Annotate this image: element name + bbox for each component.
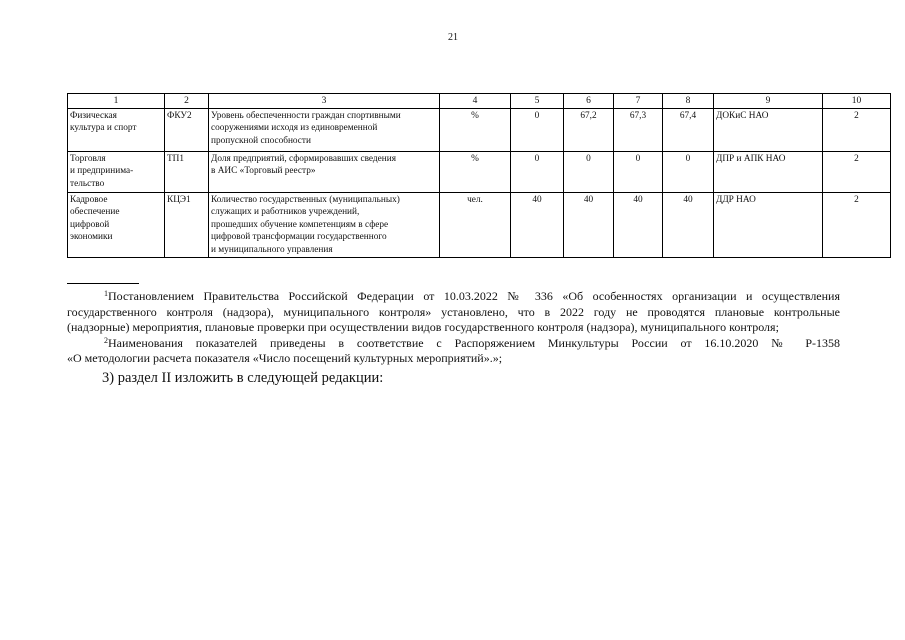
table-cell: [663, 109, 714, 152]
table-cell: [564, 152, 614, 193]
table-cell: [614, 109, 663, 152]
table-row: [68, 109, 891, 152]
footnotes: [67, 289, 840, 367]
cell-line: прошедших обучение компетенциям в сфере: [211, 219, 389, 230]
cell-line: чел.: [467, 195, 483, 205]
footnote-line: [67, 289, 840, 305]
footnote-2: [67, 336, 840, 367]
table-cell: [440, 109, 511, 152]
cell-line: 40: [583, 195, 594, 205]
cell-line: тельство: [70, 178, 105, 189]
table-cell: [209, 193, 440, 258]
table-cell: [68, 109, 165, 152]
table-cell: [165, 109, 209, 152]
cell-line: 2: [854, 154, 859, 164]
cell-line: КЦЭ1: [167, 195, 191, 205]
header-cell: 9: [714, 94, 823, 109]
cell-line: 40: [633, 195, 643, 205]
table-row: [68, 152, 891, 193]
header-cell: 3: [209, 94, 440, 109]
cell-line: и муниципального управления: [211, 244, 333, 255]
table-cell: [564, 193, 614, 258]
header-cell: 6: [564, 94, 614, 109]
footnote-marker: 1: [104, 289, 108, 298]
cell-line: 2: [854, 111, 859, 121]
table-cell: [564, 109, 614, 152]
table-cell: [440, 152, 511, 193]
cell-line: обеспечение: [70, 207, 120, 218]
footnote-text: Наименования показателей приведены в соответствие с Распоряжением Минкультуры России от 16.10.2020 № Р-1358: [108, 335, 840, 350]
table-cell: [209, 109, 440, 152]
header-cell: 10: [823, 94, 891, 109]
header-cell: 1: [68, 94, 165, 109]
table-cell: [663, 193, 714, 258]
cell-line: пропускной способности: [211, 135, 311, 146]
cell-line: Доля предприятий, сформировавших сведения: [211, 154, 397, 164]
cell-line: цифровой: [70, 219, 110, 230]
table-cell: [511, 193, 564, 258]
table-cell: [714, 109, 823, 152]
cell-line: и предпринима-: [70, 166, 134, 177]
cell-line: ФКУ2: [167, 111, 192, 121]
table-cell: [714, 193, 823, 258]
cell-line: Торговля: [70, 154, 106, 164]
cell-line: 40: [683, 195, 693, 205]
cell-line: Кадровое: [70, 195, 108, 205]
cell-line: 40: [532, 195, 542, 205]
table-cell: [663, 152, 714, 193]
header-cell: 2: [165, 94, 209, 109]
footnote-marker: 2: [104, 335, 108, 345]
page-number: 21: [448, 32, 458, 43]
cell-line: 0: [635, 154, 641, 164]
table-cell: [209, 152, 440, 193]
cell-line: %: [471, 154, 479, 164]
cell-line: ДПР и АПК НАО: [716, 154, 786, 164]
table-cell: [440, 193, 511, 258]
table-cell: [823, 152, 891, 193]
cell-line: Физическая: [70, 111, 117, 121]
table-cell: [68, 193, 165, 258]
table-cell: [614, 152, 663, 193]
cell-line: ТП1: [167, 154, 185, 164]
cell-line: 0: [534, 111, 540, 121]
table-cell: [165, 152, 209, 193]
footnote-line: (надзорные) мероприятия, плановые проверки при осуществлении видов государственного контроля (надзора), муниципального контроля;: [67, 320, 779, 334]
table-cell: [511, 152, 564, 193]
footnote-line: государственного контроля (надзора), муниципального контроля» установлено, что в 2022 году не проводятся плановые контрольные: [67, 304, 840, 319]
footnote-text: Постановлением Правительства Российской Федерации от 10.03.2022 № 336 «Об особенностях организации и осуществления: [108, 289, 840, 303]
table-cell: [823, 193, 891, 258]
cell-line: ДДР НАО: [716, 195, 756, 205]
footnote-line: «О методологии расчета показателя «Число посещений культурных мероприятий».»;: [67, 351, 503, 365]
indicators-table: [67, 93, 891, 258]
footnote-1: [67, 289, 840, 336]
cell-line: %: [471, 111, 479, 121]
cell-line: 0: [685, 154, 691, 164]
table-row: [68, 193, 891, 258]
header-cell: 4: [440, 94, 511, 109]
table-cell: [614, 193, 663, 258]
cell-line: 0: [586, 154, 591, 164]
header-cell: 5: [511, 94, 564, 109]
cell-line: сооружениями исходя из единовременной: [211, 123, 378, 134]
amendment-instruction: 3) раздел II изложить в следующей редакции:: [102, 370, 384, 386]
cell-line: 0: [534, 154, 540, 164]
cell-line: 67,3: [629, 111, 647, 121]
header-cell: 8: [663, 94, 714, 109]
cell-line: 67,2: [580, 111, 597, 121]
header-cell: 7: [614, 94, 663, 109]
table-cell: [823, 109, 891, 152]
table-cell: [68, 152, 165, 193]
table-cell: [714, 152, 823, 193]
cell-line: культура и спорт: [70, 123, 137, 134]
cell-line: экономики: [70, 232, 113, 243]
footnote-separator: [67, 283, 139, 284]
cell-line: Количество государственных (муниципальных): [211, 195, 400, 205]
table-cell: [165, 193, 209, 258]
cell-line: 2: [854, 195, 859, 205]
table-header-row: [68, 94, 891, 109]
cell-line: ДОКиС НАО: [716, 111, 769, 121]
cell-line: 67,4: [679, 111, 697, 121]
cell-line: Уровень обеспеченности граждан спортивными: [211, 111, 401, 121]
cell-line: в АИС «Торговый реестр»: [211, 166, 316, 177]
table-cell: [511, 109, 564, 152]
cell-line: служащих и работников учреждений,: [211, 207, 360, 218]
cell-line: цифровой трансформации государственного: [211, 232, 387, 243]
footnote-line: [67, 336, 840, 352]
